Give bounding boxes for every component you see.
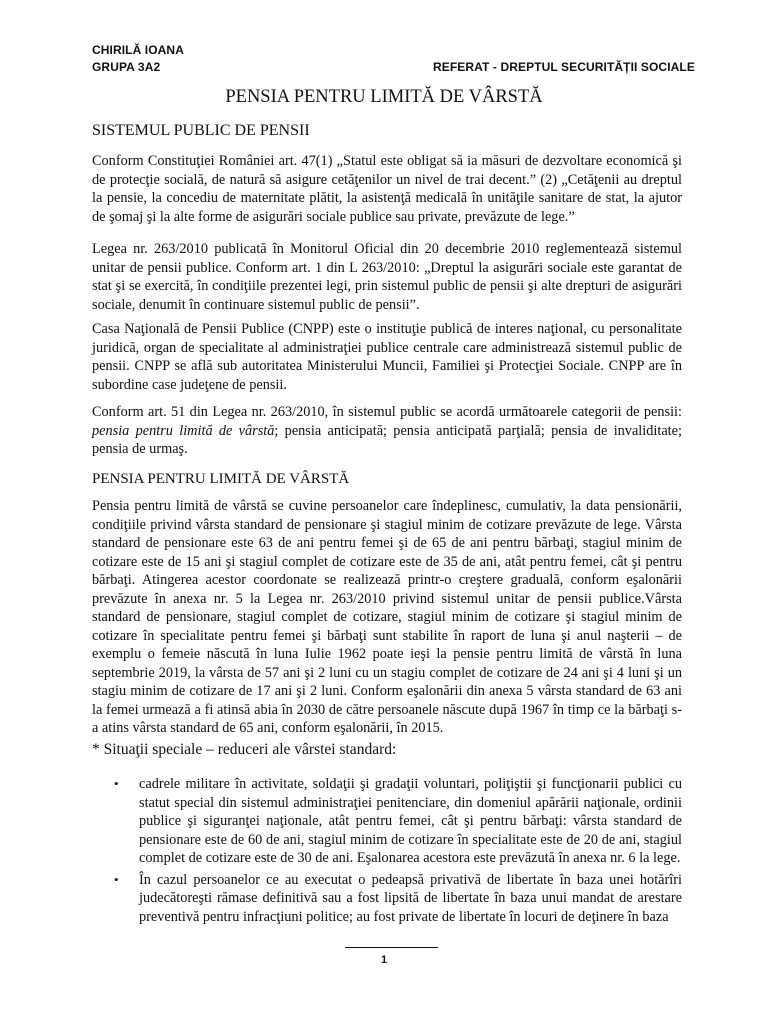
list-item-text: cadrele militare în activitate, soldaţii şi gradaţii voluntari, poliţiştii şi funcţionarii publici cu statut special din sistemul administraţiei penitenciare, din domeniul apărării naţionale, ordinii publice şi siguranţei naţionale, atât pentru femei, cât şi pentru bărbaţi: vârsta standard de pensionare este de 60 de ani, stagiul minim de cotizare în specialitate este de 20 de ani, stagiul complet de cotizare este de 30 de ani. Eşalonarea acestora este prevăzută în anexa nr. 6 la lege. xyxy=(139,776,682,866)
bullet-icon: • xyxy=(114,871,119,887)
footer-divider xyxy=(345,947,438,948)
author-name: CHIRILĂ IOANA xyxy=(92,43,184,57)
list-item-text: În cazul persoanelor ce au executat o pedeapsă privativă de libertate în baza unei hotărîri judecătoreşti rămase definitivă sau a fost lipsită de libertate în baza unui mandat de arestare preventivă pentru infracţiuni politice; au fost private de libertate în locuri de deţinere în baza xyxy=(139,871,682,925)
section-heading-public-pensions: SISTEMUL PUBLIC DE PENSII xyxy=(92,122,310,139)
bullet-icon: • xyxy=(114,776,119,791)
categories-intro: Conform art. 51 din Legea nr. 263/2010, în sistemul public se acordă următoarele categorii de pensii: xyxy=(92,404,682,420)
categories-rest: ; pensia anticipată; pensia anticipată parţială; pensia de invaliditate; pensia de urmaş. xyxy=(92,422,682,457)
list-item xyxy=(92,775,682,868)
page-number: 1 xyxy=(380,954,388,966)
paragraph-pension-categories xyxy=(92,403,682,459)
special-situations-list xyxy=(92,775,682,929)
referat-title: REFERAT - DREPTUL SECURITĂȚII SOCIALE xyxy=(433,60,695,74)
categories-italic-term: pensia pentru limită de vârstă xyxy=(92,422,275,439)
section-heading-age-limit-pension: PENSIA PENTRU LIMITĂ DE VÂRSTĂ xyxy=(92,471,350,487)
page-title: PENSIA PENTRU LIMITĂ DE VÂRSTĂ xyxy=(225,87,543,107)
paragraph-age-limit-pension: Pensia pentru limită de vârstă se cuvine persoanelor care îndeplinesc, cumulativ, la data pensionării, condiţiile privind vârsta standard de pensionare şi stagiul minim de cotizare prevăzute de lege. Vârsta standard de pensionare este 63 de ani pentru femei şi de 65 de ani pentru bărbaţi, stagiul minim de cotizare este de 15 ani şi stagiul complet de cotizare este de 35 de ani, atât pentru femei, cât şi pentru bărbaţi. Atingerea acestor coordonate se realizează printr-o creştere graduală, conform eşalonării prevăzute în anexa nr. 5 la Legea nr. 263/2010 privind sistemul unitar de pensii publice.Vârsta standard de pensionare, stagiul complet de cotizare, stagiul minim de cotizare şi stagiul minim de cotizare în specialitate pentru femei şi bărbaţi sunt stabilite în raport de luna şi anul naşterii – de exemplu o femeie născută în luna Iulie 1962 poate ieşi la pensie pentru limită de vârstă în luna septembrie 2019, la vârsta de 57 ani şi 2 luni cu un stagiu complet de cotizare de 24 ani şi 4 luni şi un stagiu minim de cotizare de 17 ani şi 2 luni. Conform eşalonării din anexa 5 vârsta standard de 63 ani la femei urmează a fi atinsă abia în 2030 de către persoanele născute după 1967 în timp ce la bărbaţi s-a atins vârsta standard de 65 ani, conform eşalonării, în 2015. xyxy=(92,498,682,736)
list-item xyxy=(92,871,682,927)
paragraph-cnpp: Casa Naţională de Pensii Publice (CNPP) este o instituţie publică de interes naţional, cu personalitate juridică, organ de specialitate al administraţiei publice centrale care administrează sistemul public de pensii. CNPP se află sub autoritatea Ministerului Muncii, Familiei şi Protecţiei Sociale. CNPP are în subordine case judeţene de pensii. xyxy=(92,321,682,393)
special-situations-heading: * Situaţii speciale – reduceri ale vârstei standard: xyxy=(92,741,397,758)
paragraph-law-263: Legea nr. 263/2010 publicată în Monitorul Oficial din 20 decembrie 2010 reglementează sistemul unitar de pensii publice. Conform art. 1 din L 263/2010: „Dreptul la asigurări sociale este garantat de stat şi se exercită, în condiţiile prezentei legi, prin sistemul public de pensii şi alte drepturi de asigurări sociale, denumit în continuare sistemul public de pensii”. xyxy=(92,241,682,313)
student-group: GRUPA 3A2 xyxy=(92,60,161,74)
paragraph-constitution: Conform Constituţiei României art. 47(1) „Statul este obligat să ia măsuri de dezvoltare economică şi de protecţie socială, de natură să asigure cetăţenilor un nivel de trai decent.” (2) „Cetăţenii au dreptul la pensie, la concediu de maternitate plătit, la asistenţă medicală în unităţile sanitare de stat, la ajutor de şomaj şi la alte forme de asigurări sociale publice sau private, prevăzute de lege.” xyxy=(92,153,682,225)
